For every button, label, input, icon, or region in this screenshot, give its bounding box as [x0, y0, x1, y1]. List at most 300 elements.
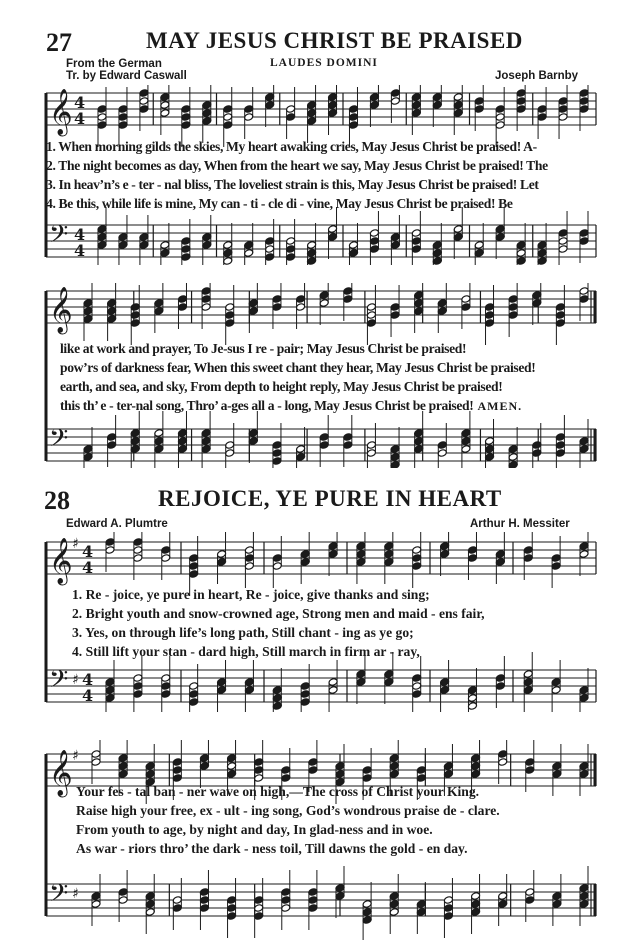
note-head [83, 299, 93, 308]
note-head [130, 319, 140, 328]
note-head [389, 900, 399, 909]
note-head [133, 682, 143, 691]
note-head [130, 445, 140, 454]
note-head [107, 307, 117, 316]
note-head [328, 686, 338, 695]
hymn-28-verse-2-line-2: Raise high your free, ex - ult - ing song, God’s wondrous praise de - clare. [76, 803, 500, 818]
note-head [178, 303, 188, 312]
note-head [272, 295, 282, 304]
hymn-28-verse-2-line-1: 2. Bright youth and snow-crowned age, Strong men and maid - ens fair, [72, 606, 485, 621]
note-head [133, 546, 143, 555]
note-head [181, 121, 191, 130]
note-head [467, 702, 477, 711]
note-head [508, 311, 518, 320]
note-head [307, 117, 317, 126]
note-head [281, 766, 291, 775]
hymn-27-verse-2-line-2: pow’rs of darkness fear, When this sweet chant they hear, May Jesus Christ be praised! [60, 360, 536, 375]
note-head [97, 113, 107, 122]
hymn-27-verse-1-line-2: like at work and prayer, To Je-sus I re - pair; May Jesus Christ be praised! [60, 341, 467, 356]
hymn-28-lyrics-line-2 [76, 782, 500, 858]
note-head [495, 225, 505, 234]
note-head [97, 105, 107, 114]
note-head [432, 257, 442, 265]
note-head [579, 89, 589, 98]
note-head [384, 550, 394, 559]
note-head [552, 900, 562, 909]
hymn-28-verse-4-line-1: 4. Still lift your stan - dard high, Still march in firm ar - ray, [72, 644, 420, 659]
note-head [508, 461, 518, 468]
note-head [199, 754, 209, 763]
note-head [471, 892, 481, 901]
hymn-27-amen: AMEN. [477, 399, 523, 413]
note-head [537, 113, 547, 122]
note-head [227, 912, 237, 921]
note-head [551, 678, 561, 687]
note-head [223, 113, 233, 122]
note-head [172, 766, 182, 775]
time-signature-bottom: 4 [82, 686, 94, 705]
note-head [523, 554, 533, 563]
hymn-27-source [66, 58, 187, 82]
note-head [495, 558, 505, 567]
note-head [474, 105, 484, 114]
note-head [555, 319, 565, 328]
note-head [83, 445, 93, 454]
note-head [272, 686, 282, 695]
note-head [105, 678, 115, 687]
note-head [432, 241, 442, 250]
hymn-27-verse-2-line-1: 2. The night becomes as day, When from the heart we say, May Jesus Christ be praised! The [46, 158, 548, 173]
treble-clef-icon: 𝄞 [49, 538, 73, 584]
note-head [485, 303, 495, 312]
note-head [201, 295, 211, 304]
note-head [227, 904, 237, 913]
note-head [307, 257, 317, 265]
note-head [189, 698, 199, 707]
note-head [467, 694, 477, 703]
note-head [495, 233, 505, 242]
note-head [328, 678, 338, 687]
note-head [202, 241, 212, 250]
note-head [105, 686, 115, 695]
note-head [390, 461, 400, 468]
note-head [440, 686, 450, 695]
time-signature-top: 4 [74, 225, 86, 244]
note-head [133, 538, 143, 547]
note-head [172, 896, 182, 905]
note-head [537, 249, 547, 258]
note-head [343, 433, 353, 442]
note-head [154, 299, 164, 308]
note-head [453, 233, 463, 242]
note-head [244, 546, 254, 555]
hymn-28-verse-3-line-1: 3. Yes, on through life’s long path, Still chant - ing as ye go; [72, 625, 414, 640]
note-head [217, 686, 227, 695]
note-head [343, 287, 353, 296]
note-head [390, 241, 400, 250]
note-head [181, 237, 191, 246]
hymn-28-verse-1-line-2: Your fes - tal ban - ner wave on high,—The cross of Christ your King. [76, 784, 480, 799]
note-head [244, 113, 254, 122]
note-head [189, 570, 199, 579]
key-sharp-icon: ♯ [72, 536, 79, 552]
note-head [369, 229, 379, 238]
note-head [178, 295, 188, 304]
note-head [485, 437, 495, 446]
note-head [555, 303, 565, 312]
note-head [265, 237, 275, 246]
note-head [300, 682, 310, 691]
note-head [265, 101, 275, 110]
note-head [555, 311, 565, 320]
note-head [551, 562, 561, 571]
time-signature-bottom: 4 [74, 109, 86, 128]
note-head [189, 554, 199, 563]
note-head [296, 445, 306, 454]
note-head [118, 770, 128, 779]
note-head [281, 904, 291, 913]
note-head [579, 550, 589, 559]
note-head [349, 105, 359, 114]
note-head [154, 437, 164, 446]
note-head [366, 449, 376, 458]
hymn-28-verse-4-line-2: As war - riors thro’ the dark - ness toil, Till dawns the gold - en day. [76, 841, 468, 856]
note-head [508, 295, 518, 304]
hymn-28-lyrics-line-1 [72, 585, 485, 661]
note-head [308, 888, 318, 897]
note-head [139, 97, 149, 106]
note-head [139, 105, 149, 114]
note-head [265, 253, 275, 262]
note-head [453, 101, 463, 110]
note-head [474, 249, 484, 258]
note-head [130, 429, 140, 438]
note-head [307, 241, 317, 250]
note-head [178, 445, 188, 454]
note-head [161, 690, 171, 699]
note-head [411, 245, 421, 254]
note-head [498, 750, 508, 759]
note-head [217, 558, 227, 567]
note-head [558, 105, 568, 114]
note-head [474, 241, 484, 250]
note-head [485, 319, 495, 328]
note-head [551, 686, 561, 695]
note-head [516, 97, 526, 106]
treble-clef-icon: 𝄞 [49, 89, 73, 135]
note-head [389, 908, 399, 917]
note-head [516, 89, 526, 98]
note-head [300, 550, 310, 559]
note-head [356, 542, 366, 551]
note-head [537, 257, 547, 265]
note-head [83, 307, 93, 316]
note-head [160, 93, 170, 102]
note-head [485, 311, 495, 320]
time-signature-top: 4 [82, 670, 94, 689]
note-head [118, 896, 128, 905]
note-head [384, 542, 394, 551]
note-head [471, 908, 481, 917]
note-head [453, 109, 463, 118]
note-head [485, 453, 495, 462]
hymn-27-verse-4-line-1: 4. Be this, while life is mine, My can - ti - cle di - vine, May Jesus Christ be praised! Be [46, 196, 513, 211]
note-head [199, 904, 209, 913]
note-head [369, 237, 379, 246]
note-head [508, 303, 518, 312]
note-head [579, 445, 589, 454]
note-head [461, 437, 471, 446]
note-head [474, 97, 484, 106]
note-head [523, 546, 533, 555]
note-head [172, 904, 182, 913]
note-head [579, 762, 589, 771]
bass-clef-icon: 𝄢 [49, 879, 69, 914]
note-head [328, 233, 338, 242]
note-head [308, 766, 318, 775]
note-head [145, 770, 155, 779]
note-head [343, 441, 353, 450]
note-head [286, 253, 296, 262]
note-head [437, 299, 447, 308]
note-head [105, 546, 115, 555]
note-head [389, 762, 399, 771]
note-head [319, 433, 329, 442]
note-head [328, 550, 338, 559]
note-head [411, 109, 421, 118]
note-head [579, 437, 589, 446]
note-head [225, 303, 235, 312]
note-head [91, 758, 101, 767]
note-head [244, 554, 254, 563]
note-head [189, 690, 199, 699]
note-head [202, 117, 212, 126]
note-head [202, 101, 212, 110]
note-head [384, 670, 394, 679]
treble-clef-icon: 𝄞 [49, 750, 73, 796]
note-head [105, 694, 115, 703]
note-head [508, 445, 518, 454]
note-head [217, 550, 227, 559]
note-head [443, 896, 453, 905]
note-head [390, 445, 400, 454]
note-head [495, 682, 505, 691]
note-head [443, 904, 453, 913]
note-head [362, 900, 372, 909]
note-head [296, 453, 306, 462]
note-head [201, 437, 211, 446]
note-head [160, 249, 170, 258]
note-head [362, 908, 372, 917]
note-head [201, 445, 211, 454]
note-head [281, 896, 291, 905]
note-head [154, 445, 164, 454]
note-head [244, 249, 254, 258]
note-head [343, 295, 353, 304]
note-head [286, 237, 296, 246]
hymn-27-tune-name: LAUDES DOMINI [270, 57, 378, 69]
time-signature-bottom: 4 [74, 241, 86, 260]
note-head [437, 307, 447, 316]
note-head [265, 245, 275, 254]
note-head [579, 542, 589, 551]
note-head [579, 694, 589, 703]
note-head [83, 453, 93, 462]
hymn-27-translator: Tr. by Edward Caswall [66, 70, 187, 82]
note-head [161, 546, 171, 555]
note-head [362, 766, 372, 775]
note-head [272, 441, 282, 450]
note-head [286, 245, 296, 254]
note-head [328, 109, 338, 118]
note-head [384, 558, 394, 567]
note-head [471, 770, 481, 779]
note-head [319, 299, 329, 308]
note-head [300, 690, 310, 699]
note-head [172, 758, 182, 767]
note-head [523, 670, 533, 679]
hymn-28-title: REJOICE, YE PURE IN HEART [158, 486, 502, 511]
note-head [199, 762, 209, 771]
hymn-27-verse-1-line-1: 1. When morning gilds the skies, My heart awaking cries, May Jesus Christ be praised! A- [46, 139, 537, 154]
key-sharp-icon: ♯ [72, 672, 79, 688]
note-head [461, 445, 471, 454]
note-head [471, 900, 481, 909]
note-head [369, 101, 379, 110]
note-head [97, 121, 107, 130]
note-head [579, 884, 589, 893]
note-head [362, 916, 372, 925]
note-head [335, 770, 345, 779]
treble-clef-icon: 𝄞 [49, 287, 73, 333]
note-head [412, 690, 422, 699]
note-head [537, 105, 547, 114]
note-head [411, 101, 421, 110]
note-head [201, 429, 211, 438]
note-head [272, 457, 282, 466]
note-head [91, 900, 101, 909]
note-head [181, 245, 191, 254]
note-head [272, 694, 282, 703]
note-head [516, 257, 526, 265]
note-head [412, 682, 422, 691]
note-head [133, 690, 143, 699]
note-head [328, 225, 338, 234]
note-head [217, 678, 227, 687]
note-head [281, 888, 291, 897]
note-head [189, 562, 199, 571]
note-head [369, 245, 379, 254]
note-head [244, 562, 254, 571]
note-head [118, 241, 128, 250]
note-head [579, 237, 589, 246]
note-head [307, 101, 317, 110]
note-head [130, 437, 140, 446]
note-head [223, 257, 233, 265]
hymn-27-number: 27 [46, 28, 72, 57]
note-head [272, 303, 282, 312]
note-head [223, 105, 233, 114]
note-head [335, 884, 345, 893]
note-head [389, 892, 399, 901]
note-head [223, 241, 233, 250]
hymn-28-verse-3-line-2: From youth to age, by night and day, In glad-ness and in woe. [76, 822, 433, 837]
note-head [154, 307, 164, 316]
note-head [467, 546, 477, 555]
note-head [498, 758, 508, 767]
note-head [139, 89, 149, 98]
note-head [133, 674, 143, 683]
note-head [161, 674, 171, 683]
note-head [118, 105, 128, 114]
note-head [411, 229, 421, 238]
note-head [579, 686, 589, 695]
note-head [366, 441, 376, 450]
note-head [369, 93, 379, 102]
note-head [83, 315, 93, 324]
note-head [227, 896, 237, 905]
note-head [356, 558, 366, 567]
note-head [579, 105, 589, 114]
note-head [390, 311, 400, 320]
note-head [328, 101, 338, 110]
note-head [390, 303, 400, 312]
note-head [161, 554, 171, 563]
note-head [579, 892, 589, 901]
note-head [286, 113, 296, 122]
note-head [467, 554, 477, 563]
note-head [362, 774, 372, 783]
note-head [461, 295, 471, 304]
note-head [495, 105, 505, 114]
note-head [307, 249, 317, 258]
note-head [495, 113, 505, 122]
note-head [440, 542, 450, 551]
note-head [356, 670, 366, 679]
hymn-27-title: MAY JESUS CHRIST BE PRAISED [146, 28, 523, 53]
note-head [532, 291, 542, 300]
note-head [551, 554, 561, 563]
hymn-28-composer: Arthur H. Messiter [470, 518, 570, 530]
key-sharp-icon: ♯ [72, 886, 79, 902]
bass-clef-icon: 𝄢 [49, 220, 69, 255]
note-head [201, 287, 211, 296]
note-head [225, 441, 235, 450]
note-head [244, 241, 254, 250]
note-head [272, 449, 282, 458]
note-head [319, 291, 329, 300]
note-head [432, 101, 442, 110]
note-head [328, 542, 338, 551]
note-head [308, 904, 318, 913]
bass-clef-icon: 𝄢 [49, 665, 69, 700]
note-head [558, 229, 568, 238]
bass-clef-icon: 𝄢 [49, 424, 69, 459]
note-head [118, 888, 128, 897]
note-head [244, 686, 254, 695]
note-head [107, 441, 117, 450]
note-head [495, 550, 505, 559]
note-head [453, 225, 463, 234]
note-head [552, 770, 562, 779]
note-head [389, 770, 399, 779]
hymn-27-verse-3-line-2: earth, and sea, and sky, From depth to height reply, May Jesus Christ be praised! [60, 379, 503, 394]
note-head [411, 237, 421, 246]
note-head [154, 429, 164, 438]
note-head [319, 441, 329, 450]
note-head [189, 682, 199, 691]
note-head [265, 93, 275, 102]
